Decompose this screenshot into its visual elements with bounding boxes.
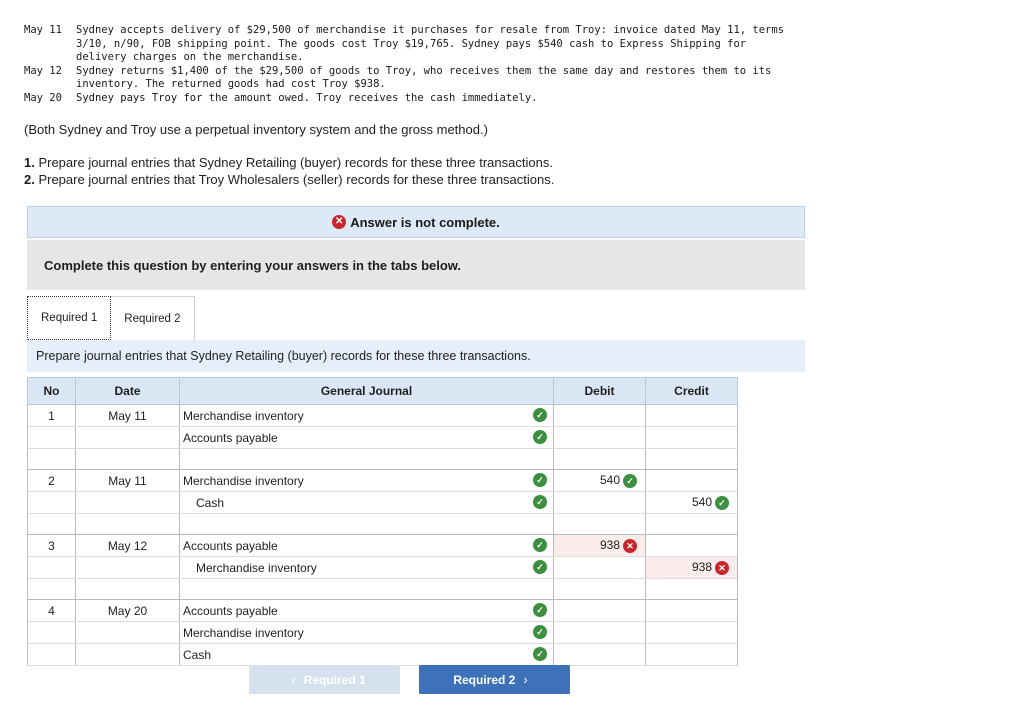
debit-cell[interactable] xyxy=(554,535,646,557)
check-icon: ✓ xyxy=(623,474,637,488)
requirement-text: Prepare journal entries that Troy Wholesalers (seller) records for these three transactions. xyxy=(34,172,555,187)
entry-date[interactable] xyxy=(76,557,180,579)
debit-cell[interactable] xyxy=(554,470,646,492)
table-row xyxy=(28,557,738,579)
table-row xyxy=(28,622,738,644)
inventory-note: (Both Sydney and Troy use a perpetual inventory system and the gross method.) xyxy=(24,122,488,137)
debit-cell[interactable] xyxy=(554,600,646,622)
account-cell[interactable] xyxy=(180,644,554,666)
tab-required-2[interactable]: Required 2 xyxy=(111,296,194,340)
entry-no: 2 xyxy=(28,470,76,492)
problem-entry xyxy=(24,92,1004,106)
credit-value: 540 xyxy=(691,494,712,509)
entry-date[interactable]: May 11 xyxy=(76,470,180,492)
debit-value: 540 xyxy=(599,472,620,487)
spacer-cell xyxy=(646,514,738,535)
table-row xyxy=(28,470,738,492)
entry-no xyxy=(28,492,76,514)
problem-statement xyxy=(24,24,1004,106)
spacer-cell xyxy=(554,449,646,470)
problem-entry xyxy=(24,24,1004,65)
error-icon: ✕ xyxy=(623,539,637,553)
account-name: Merchandise inventory xyxy=(183,473,304,488)
check-icon: ✓ xyxy=(533,625,547,639)
credit-cell[interactable] xyxy=(646,492,738,514)
debit-cell[interactable] xyxy=(554,622,646,644)
problem-entry-date: May 20 xyxy=(24,91,62,104)
entry-date[interactable]: May 12 xyxy=(76,535,180,557)
credit-cell[interactable] xyxy=(646,600,738,622)
entry-no xyxy=(28,557,76,579)
header-date: Date xyxy=(76,378,180,405)
spacer-cell xyxy=(554,514,646,535)
prev-button-label: Required 1 xyxy=(303,672,366,687)
problem-entry xyxy=(24,65,1004,92)
table-row xyxy=(28,427,738,449)
next-button-label: Required 2 xyxy=(453,672,516,687)
table-row xyxy=(28,600,738,622)
debit-cell[interactable] xyxy=(554,557,646,579)
table-row xyxy=(28,579,738,600)
table-row xyxy=(28,644,738,666)
problem-entry-date: May 12 xyxy=(24,64,62,77)
spacer-cell xyxy=(76,449,180,470)
check-icon: ✓ xyxy=(533,603,547,617)
tab-instruction: Prepare journal entries that Sydney Retailing (buyer) records for these three transactions. xyxy=(27,340,805,372)
complete-instructions: Complete this question by entering your answers in the tabs below. xyxy=(27,240,805,290)
spacer-cell xyxy=(646,579,738,600)
entry-no: 4 xyxy=(28,600,76,622)
entry-date[interactable] xyxy=(76,644,180,666)
account-name: Accounts payable xyxy=(183,603,278,618)
entry-date[interactable] xyxy=(76,427,180,449)
account-cell[interactable] xyxy=(180,600,554,622)
requirement-item xyxy=(24,171,554,188)
journal-header-row xyxy=(28,378,738,405)
check-icon: ✓ xyxy=(533,538,547,552)
header-general-journal: General Journal xyxy=(180,378,554,405)
entry-no: 1 xyxy=(28,405,76,427)
account-name: Cash xyxy=(196,495,225,510)
entry-date[interactable]: May 20 xyxy=(76,600,180,622)
chevron-right-icon: › xyxy=(523,672,528,687)
account-cell[interactable] xyxy=(180,557,554,579)
account-cell[interactable] xyxy=(180,492,554,514)
requirements-list xyxy=(24,154,554,188)
check-icon: ✓ xyxy=(533,560,547,574)
account-cell[interactable] xyxy=(180,405,554,427)
table-row xyxy=(28,535,738,557)
table-row xyxy=(28,492,738,514)
entry-date[interactable] xyxy=(76,492,180,514)
problem-entry-text: Sydney pays Troy for the amount owed. Troy receives the cash immediately. xyxy=(76,91,538,104)
debit-cell[interactable] xyxy=(554,644,646,666)
entry-date[interactable]: May 11 xyxy=(76,405,180,427)
chevron-left-icon: ‹ xyxy=(291,672,296,687)
debit-cell[interactable] xyxy=(554,492,646,514)
journal-table xyxy=(27,377,738,666)
entry-no: 3 xyxy=(28,535,76,557)
check-icon: ✓ xyxy=(533,430,547,444)
debit-cell[interactable] xyxy=(554,427,646,449)
table-row xyxy=(28,449,738,470)
entry-no xyxy=(28,622,76,644)
spacer-cell xyxy=(554,579,646,600)
answer-status-bar xyxy=(27,206,805,238)
problem-entry-text: Sydney returns $1,400 of the $29,500 of goods to Troy, who receives them the same day and restores them to its inventory. The returned goods had cost Troy $938. xyxy=(76,64,772,91)
error-icon: ✕ xyxy=(332,215,346,229)
header-no: No xyxy=(28,378,76,405)
requirement-number: 2. xyxy=(24,172,35,187)
credit-cell[interactable] xyxy=(646,622,738,644)
spacer-cell xyxy=(180,579,554,600)
answer-status-text: Answer is not complete. xyxy=(350,214,500,230)
spacer-cell xyxy=(180,514,554,535)
account-cell[interactable] xyxy=(180,622,554,644)
account-name: Merchandise inventory xyxy=(196,560,317,575)
credit-cell[interactable] xyxy=(646,470,738,492)
entry-no xyxy=(28,427,76,449)
credit-cell[interactable] xyxy=(646,535,738,557)
table-row xyxy=(28,405,738,427)
entry-date[interactable] xyxy=(76,622,180,644)
requirement-number: 1. xyxy=(24,155,35,170)
check-icon: ✓ xyxy=(533,495,547,509)
prev-button[interactable] xyxy=(249,665,400,694)
spacer-cell xyxy=(180,449,554,470)
account-cell[interactable] xyxy=(180,470,554,492)
check-icon: ✓ xyxy=(715,496,729,510)
account-name: Cash xyxy=(183,647,212,662)
spacer-cell xyxy=(28,449,76,470)
problem-entry-date: May 11 xyxy=(24,24,62,36)
check-icon: ✓ xyxy=(533,408,547,422)
problem-entry-text: Sydney accepts delivery of $29,500 of merchandise it purchases for resale from Troy: invoice dated May 11, terms 3/10, n/90, FOB shipping point. The goods cost Troy $19,765. Sydney pays $540 cash to Express Shipping for delivery charges on the merchandise. xyxy=(76,24,785,64)
credit-cell[interactable] xyxy=(646,644,738,666)
credit-value: 938 xyxy=(691,559,712,574)
requirement-item xyxy=(24,154,554,171)
header-credit: Credit xyxy=(646,378,738,405)
account-cell[interactable] xyxy=(180,427,554,449)
spacer-cell xyxy=(76,514,180,535)
debit-value: 938 xyxy=(599,537,620,552)
credit-cell[interactable] xyxy=(646,427,738,449)
check-icon: ✓ xyxy=(533,473,547,487)
error-icon: ✕ xyxy=(715,561,729,575)
spacer-cell xyxy=(28,514,76,535)
table-row xyxy=(28,514,738,535)
check-icon: ✓ xyxy=(533,647,547,661)
account-name: Merchandise inventory xyxy=(183,625,304,640)
credit-cell[interactable] xyxy=(646,557,738,579)
spacer-cell xyxy=(28,579,76,600)
next-button[interactable] xyxy=(419,665,570,694)
account-name: Accounts payable xyxy=(183,430,278,445)
tab-required-1[interactable]: Required 1 xyxy=(27,296,111,340)
account-name: Accounts payable xyxy=(183,538,278,553)
debit-cell[interactable] xyxy=(554,405,646,427)
entry-no xyxy=(28,644,76,666)
account-name: Merchandise inventory xyxy=(183,408,304,423)
spacer-cell xyxy=(76,579,180,600)
header-debit: Debit xyxy=(554,378,646,405)
credit-cell[interactable] xyxy=(646,405,738,427)
requirement-text: Prepare journal entries that Sydney Retailing (buyer) records for these three transactions. xyxy=(34,155,553,170)
requirement-tabs xyxy=(27,296,195,340)
spacer-cell xyxy=(646,449,738,470)
account-cell[interactable] xyxy=(180,535,554,557)
